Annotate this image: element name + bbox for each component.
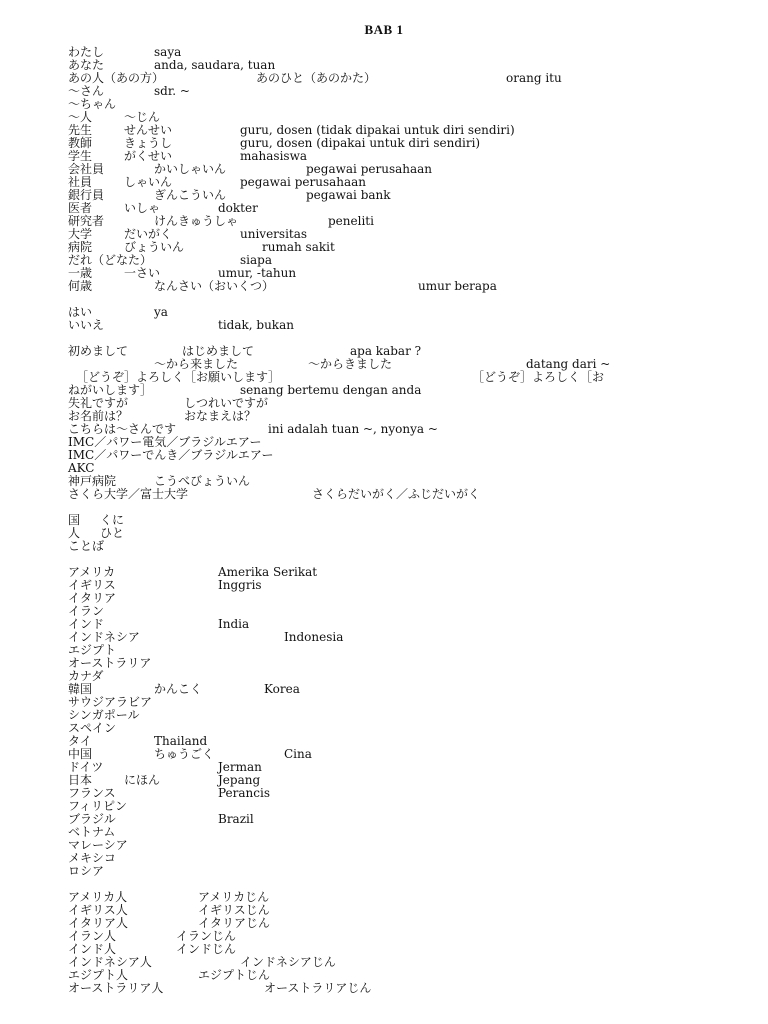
vocab-text: 失礼ですが	[68, 396, 129, 410]
vocab-text: はじめまして	[182, 344, 255, 358]
vocab-text: Brazil	[218, 812, 254, 826]
vocab-text: わたし	[68, 45, 105, 59]
vocab-text: 医者	[68, 201, 93, 215]
vocab-text: IMC／パワーでんき／ブラジルエアー	[68, 448, 274, 462]
vocab-line	[68, 397, 708, 410]
vocab-text: siapa	[240, 253, 272, 267]
vocab-text: ひと	[100, 526, 125, 540]
vocab-text: 人	[68, 526, 81, 540]
vocab-line	[68, 904, 708, 917]
vocab-text: エジプト人	[68, 968, 129, 982]
vocab-line	[68, 787, 708, 800]
vocab-line	[68, 59, 708, 72]
vocab-text: Jerman	[218, 760, 262, 774]
vocab-text: Cina	[284, 747, 312, 761]
vocab-line	[68, 813, 708, 826]
vocab-text: いしゃ	[124, 201, 161, 215]
vocab-line	[68, 631, 708, 644]
vocab-line	[68, 709, 708, 722]
vocab-text: 大学	[68, 227, 93, 241]
vocab-text: anda, saudara, tuan	[154, 58, 276, 72]
vocab-line	[68, 566, 708, 579]
vocab-text: ぎんこういん	[154, 188, 227, 202]
vocab-text: ベトナム	[68, 825, 116, 839]
vocab-line	[68, 488, 708, 501]
vocab-text: イタリア	[68, 591, 117, 605]
vocab-text: アメリカじん	[198, 890, 270, 904]
vocab-text: 初めまして	[68, 344, 129, 358]
vocab-text: ～さん	[68, 84, 105, 98]
vocab-line	[68, 982, 708, 995]
vocab-line	[68, 644, 708, 657]
vocab-text: なんさい（おいくつ）	[154, 279, 275, 293]
vocab-line	[68, 306, 708, 319]
vocab-text: アメリカ	[68, 565, 116, 579]
vocab-line	[68, 683, 708, 696]
vocab-text: 会社員	[68, 162, 105, 176]
vocab-text: Korea	[264, 682, 300, 696]
vocab-text: 社員	[68, 175, 93, 189]
vocab-text: イラン	[68, 604, 105, 618]
vocab-text: スペイン	[68, 721, 117, 735]
vocab-text: 先生	[68, 123, 93, 137]
vocab-text: ロシア	[68, 864, 105, 878]
vocab-text: にほん	[124, 773, 161, 787]
vocab-text: Jepang	[218, 773, 261, 787]
vocab-text: 国	[68, 513, 81, 527]
vocab-line	[68, 254, 708, 267]
vocab-text: あなた	[68, 58, 105, 72]
vocab-text: オーストラリア人	[68, 981, 164, 995]
vocab-line	[68, 605, 708, 618]
vocab-text: ～ちゃん	[68, 97, 117, 111]
vocab-text: datang dari ~	[526, 357, 611, 371]
vocab-line	[68, 774, 708, 787]
vocab-text: Thailand	[154, 734, 208, 748]
vocab-text: マレーシア	[68, 838, 128, 852]
vocab-text: pegawai perusahaan	[306, 162, 433, 176]
vocab-text: イランじん	[176, 929, 237, 943]
blank-line	[68, 501, 708, 514]
vocab-line	[68, 384, 708, 397]
vocab-line	[68, 839, 708, 852]
vocab-text: かんこく	[154, 682, 203, 696]
vocab-text: さくら大学／富士大学	[68, 487, 189, 501]
vocab-text: umur, -tahun	[218, 266, 297, 280]
vocab-text: あのひと（あのかた）	[256, 71, 377, 85]
vocab-text: イタリアじん	[198, 916, 271, 930]
vocab-text: orang itu	[506, 71, 562, 85]
vocab-text: だいがく	[124, 227, 173, 241]
vocab-text: 一歳	[68, 266, 93, 280]
vocab-text: ～じん	[124, 110, 161, 124]
vocab-line	[68, 98, 708, 111]
vocab-line	[68, 969, 708, 982]
vocab-text: エジプト	[68, 643, 117, 657]
vocab-text: AKC	[68, 461, 95, 475]
vocab-text: pegawai perusahaan	[240, 175, 367, 189]
vocab-text: universitas	[240, 227, 308, 241]
page-title: BAB 1	[364, 22, 404, 37]
vocab-text: イラン人	[68, 929, 117, 943]
vocab-text: ねがいします］	[68, 383, 153, 397]
vocab-text: ことば	[68, 539, 105, 553]
vocab-text: rumah sakit	[262, 240, 335, 254]
vocab-text: オーストラリア	[68, 656, 152, 670]
vocab-text: 日本	[68, 773, 93, 787]
vocab-text: いいえ	[68, 318, 105, 332]
vocab-text: カナダ	[68, 669, 104, 683]
vocab-text: tidak, bukan	[218, 318, 294, 332]
vocab-line	[68, 930, 708, 943]
vocab-line	[68, 696, 708, 709]
vocab-text: かいしゃいん	[154, 162, 227, 176]
vocab-text: イギリス人	[68, 903, 128, 917]
vocab-line	[68, 241, 708, 254]
vocab-line	[68, 761, 708, 774]
vocab-line	[68, 85, 708, 98]
vocab-text: お名前は？	[68, 409, 129, 423]
vocab-line	[68, 943, 708, 956]
vocab-text: サウジアラビア	[68, 695, 153, 709]
vocab-text: apa kabar ?	[350, 344, 422, 358]
vocab-line	[68, 319, 708, 332]
vocab-line	[68, 527, 708, 540]
vocab-text: エジプトじん	[198, 968, 271, 982]
vocab-text: 中国	[68, 747, 93, 761]
vocab-text: IMC／パワー電気／ブラジルエアー	[68, 435, 262, 449]
vocab-text: ブラジル	[68, 812, 116, 826]
vocab-text: guru, dosen (tidak dipakai untuk diri sendiri)	[240, 123, 515, 137]
vocab-text: メキシコ	[68, 851, 116, 865]
vocab-text: 何歳	[68, 279, 93, 293]
vocab-text: フィリピン	[68, 799, 128, 813]
vocab-text: イギリス	[68, 578, 116, 592]
vocab-text: Amerika Serikat	[218, 565, 318, 579]
vocab-text: あの人（あの方）	[68, 71, 165, 85]
vocab-line	[68, 579, 708, 592]
vocab-line	[68, 618, 708, 631]
vocab-text: がくせい	[124, 149, 173, 163]
vocab-text: くに	[100, 513, 125, 527]
vocab-text: アメリカ人	[68, 890, 128, 904]
vocab-text: 教師	[68, 136, 93, 150]
vocab-line	[68, 540, 708, 553]
vocab-text: けんきゅうしゃ	[154, 214, 239, 228]
vocab-text: umur berapa	[418, 279, 497, 293]
vocab-text: peneliti	[328, 214, 374, 228]
vocab-text: ［どうぞ］よろしく［お	[472, 370, 605, 384]
vocab-text: オーストラリアじん	[264, 981, 372, 995]
vocab-text: 病院	[68, 240, 93, 254]
vocab-text: こうべびょういん	[154, 474, 251, 488]
vocab-text: だれ（どなた）	[68, 253, 153, 267]
vocab-text: Perancis	[218, 786, 270, 800]
vocab-line	[68, 280, 708, 293]
vocab-line	[68, 956, 708, 969]
vocab-line	[68, 592, 708, 605]
vocab-text: フランス	[68, 786, 116, 800]
vocab-line	[68, 865, 708, 878]
vocab-text: Indonesia	[284, 630, 344, 644]
vocab-text: dokter	[218, 201, 258, 215]
vocab-text: ini adalah tuan ~, nyonya ~	[268, 422, 438, 436]
vocab-text: タイ	[68, 734, 92, 748]
vocab-text: きょうし	[124, 136, 173, 150]
vocab-text: 学生	[68, 149, 93, 163]
vocab-text: senang bertemu dengan anda	[240, 383, 422, 397]
vocab-text: インドネシア人	[68, 955, 152, 969]
vocab-text: シンガポール	[68, 708, 140, 722]
blank-line	[68, 878, 708, 891]
vocab-line	[68, 917, 708, 930]
blank-line	[68, 553, 708, 566]
vocab-line	[68, 449, 708, 462]
vocab-text: 一さい	[124, 266, 161, 280]
vocab-line	[68, 891, 708, 904]
vocab-line	[68, 800, 708, 813]
vocab-line	[68, 852, 708, 865]
vocab-text: ドイツ	[68, 760, 104, 774]
vocab-text: ya	[154, 305, 168, 319]
vocab-text: さくらだいがく／ふじだいがく	[312, 487, 481, 501]
vocab-text: インド	[68, 617, 105, 631]
vocab-text: guru, dosen (dipakai untuk diri sendiri)	[240, 136, 481, 150]
vocab-text: ～人	[68, 110, 93, 124]
vocab-text: 銀行員	[68, 188, 105, 202]
vocab-text: びょういん	[124, 240, 185, 254]
vocab-text: しつれいですが	[184, 396, 269, 410]
vocab-text: sdr. ~	[154, 84, 190, 98]
vocab-text: こちらは～さんです	[68, 422, 177, 436]
vocab-text: 研究者	[68, 214, 105, 228]
vocab-text: ［どうぞ］よろしく［お願いします］	[76, 370, 281, 384]
vocab-text: しゃいん	[124, 175, 173, 189]
vocab-text: インドネシアじん	[240, 955, 336, 969]
vocab-line	[68, 514, 708, 527]
vocab-text: pegawai bank	[306, 188, 391, 202]
vocab-text: ～からきました	[308, 357, 393, 371]
vocab-text: ちゅうごく	[154, 747, 215, 761]
vocab-line	[68, 748, 708, 761]
vocabulary-list	[68, 46, 708, 995]
vocab-text: インドネシア	[68, 630, 140, 644]
vocab-text: イギリスじん	[198, 903, 270, 917]
vocab-text: せんせい	[124, 123, 173, 137]
vocab-text: mahasiswa	[240, 149, 307, 163]
vocab-text: Inggris	[218, 578, 262, 592]
vocab-line	[68, 657, 708, 670]
vocab-text: はい	[68, 305, 93, 319]
vocab-line	[68, 189, 708, 202]
vocab-text: イタリア人	[68, 916, 129, 930]
vocab-text: ～から来ました	[154, 357, 239, 371]
vocab-text: おなまえは？	[184, 409, 257, 423]
vocab-line	[68, 826, 708, 839]
vocab-text: India	[218, 617, 250, 631]
vocab-text: 神戸病院	[68, 474, 117, 488]
vocab-text: 韓国	[68, 682, 93, 696]
vocab-text: saya	[154, 45, 182, 59]
vocab-text: インドじん	[176, 942, 237, 956]
vocab-text: インド人	[68, 942, 117, 956]
